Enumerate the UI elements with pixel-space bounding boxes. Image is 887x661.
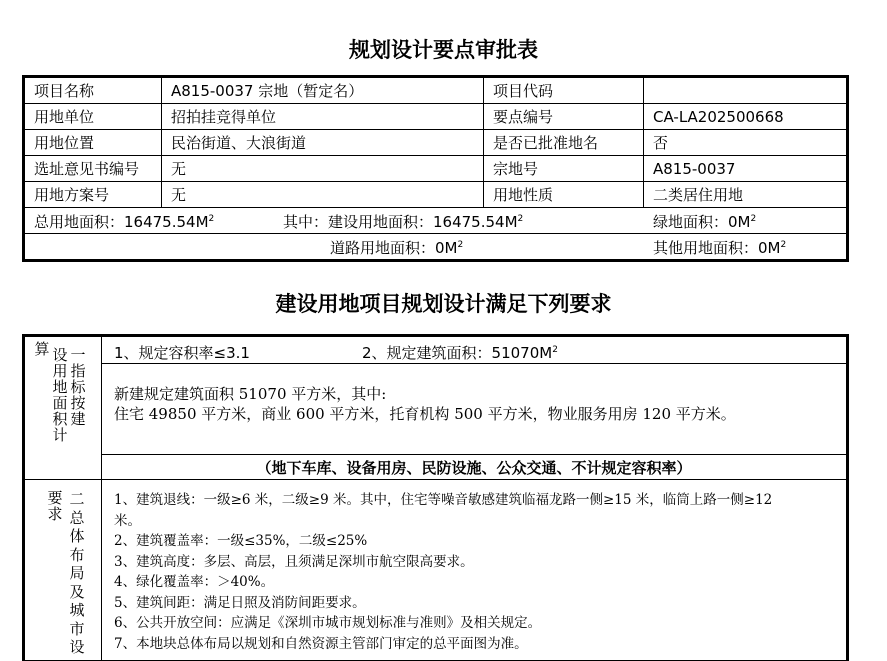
section1-label-a: 算 <box>34 340 50 358</box>
info-value: CA-LA202500668 <box>644 104 848 130</box>
info-value: 无 <box>162 156 484 182</box>
project-info-table <box>22 75 849 262</box>
section-title: 建设用地项目规划设计满足下列要求 <box>275 292 612 316</box>
section2-label <box>24 480 102 661</box>
info-value: 民治街道、大浪街道 <box>162 130 484 156</box>
requirement-line: 米。 <box>114 512 141 529</box>
info-value: 否 <box>644 130 848 156</box>
requirement-line: 5、建筑间距：满足日照及消防间距要求。 <box>114 594 366 611</box>
gfa-detail-line-2: 住宅 49850 平方米，商业 600 平方米，托育机构 500 平方米，物业服务用房 120 平方米。 <box>114 405 736 423</box>
info-value: 无 <box>162 182 484 208</box>
section1-label-c: 一指标按建 <box>70 346 86 428</box>
info-row <box>24 104 848 130</box>
info-row <box>24 182 848 208</box>
gfa-detail-line-1: 新建规定建筑面积 51070 平方米，其中: <box>114 385 387 403</box>
far-exclusion-note: （地下车库、设备用房、民防设施、公众交通、不计规定容积率） <box>102 455 848 480</box>
info-label: 项目代码 <box>484 77 644 104</box>
info-row <box>24 130 848 156</box>
requirement-line: 3、建筑高度：多层、高层，且须满足深圳市航空限高要求。 <box>114 553 474 570</box>
section2-label-b: 二总体布局及城市设 <box>69 490 85 656</box>
requirements-table <box>22 334 849 661</box>
info-value <box>644 77 848 104</box>
info-label: 选址意见书编号 <box>24 156 162 182</box>
construction-area: 其中：建设用地面积：$16475.54M^2$ <box>283 213 524 231</box>
other-area: 其他用地面积：$0M^2$ <box>653 239 787 257</box>
far-item: 1、规定容积率≤3.1 <box>114 344 250 362</box>
info-label: 用地性质 <box>484 182 644 208</box>
indicator-row <box>102 336 848 364</box>
requirement-line: 1、建筑退线：一级≥6 米，二级≥9 米。其中，住宅等噪音敏感建筑临福龙路一侧≥15 米，临筒上路一侧≥12 <box>114 492 773 508</box>
section1-label-b: 设用地面积计 <box>52 346 68 444</box>
info-label: 是否已批准地名 <box>484 130 644 156</box>
requirement-line: 7、本地块总体布局以规划和自然资源主管部门审定的总平面图为准。 <box>114 635 528 652</box>
section1-label <box>24 336 102 480</box>
requirement-line: 4、绿化覆盖率：＞40%。 <box>114 574 275 590</box>
info-value: 招拍挂竞得单位 <box>162 104 484 130</box>
area-row-1 <box>24 208 848 234</box>
page-title: 规划设计要点审批表 <box>349 38 538 62</box>
requirement-line: 6、公共开放空间：应满足《深圳市城市规划标准与准则》及相关规定。 <box>114 615 542 631</box>
info-value: 二类居住用地 <box>644 182 848 208</box>
layout-requirements <box>102 480 848 661</box>
info-label: 项目名称 <box>24 77 162 104</box>
info-label: 宗地号 <box>484 156 644 182</box>
green-area: 绿地面积：$0M^2$ <box>653 213 757 231</box>
section2-label-a: 要求 <box>47 489 63 523</box>
info-row <box>24 156 848 182</box>
info-row <box>24 77 848 104</box>
requirement-line: 2、建筑覆盖率：一级≤35%，二级≤25% <box>114 533 368 549</box>
info-label: 用地单位 <box>24 104 162 130</box>
gfa-detail <box>102 364 848 455</box>
gfa-item: 2、规定建筑面积：$51070M^2$ <box>362 344 558 362</box>
info-value: A815-0037 <box>644 156 848 182</box>
info-label: 用地位置 <box>24 130 162 156</box>
area-row-2 <box>24 234 848 261</box>
info-label: 要点编号 <box>484 104 644 130</box>
road-area: 道路用地面积：$0M^2$ <box>330 239 464 257</box>
info-value: A815-0037 宗地（暂定名） <box>162 77 484 104</box>
total-area: 总用地面积：$16475.54M^2$ <box>34 213 215 231</box>
info-label: 用地方案号 <box>24 182 162 208</box>
